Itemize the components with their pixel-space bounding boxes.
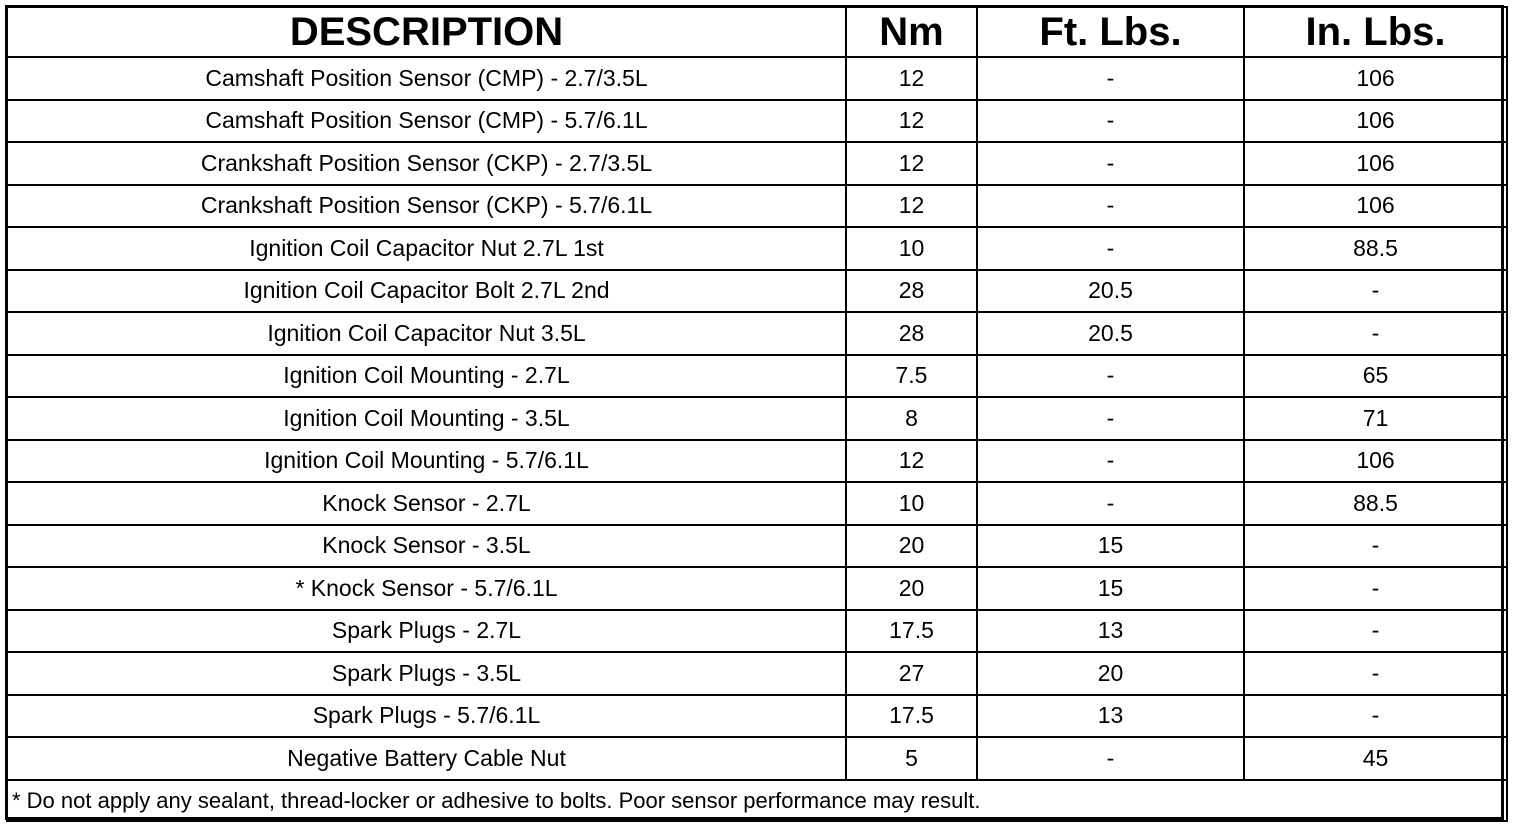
cell-in-lbs: - [1244,270,1507,313]
cell-ft-lbs: - [977,737,1244,780]
cell-in-lbs: 106 [1244,142,1507,185]
table-row [7,185,1507,228]
cell-in-lbs: - [1244,695,1507,738]
table-row [7,270,1507,313]
header-in-lbs: In. Lbs. [1244,7,1507,57]
cell-nm: 12 [846,440,977,483]
cell-description: Camshaft Position Sensor (CMP) - 5.7/6.1L [7,100,846,143]
cell-ft-lbs: 20.5 [977,312,1244,355]
table-row [7,57,1507,100]
table-footer [7,780,1507,821]
cell-in-lbs: 106 [1244,440,1507,483]
cell-in-lbs: 106 [1244,185,1507,228]
footnote: * Do not apply any sealant, thread-locker or adhesive to bolts. Poor sensor performance may result. [7,780,1507,821]
cell-ft-lbs: - [977,397,1244,440]
table-row [7,610,1507,653]
cell-description: Spark Plugs - 5.7/6.1L [7,695,846,738]
cell-description: Camshaft Position Sensor (CMP) - 2.7/3.5L [7,57,846,100]
table-row [7,397,1507,440]
cell-description: Spark Plugs - 3.5L [7,652,846,695]
table-row [7,227,1507,270]
cell-ft-lbs: - [977,142,1244,185]
cell-nm: 28 [846,312,977,355]
cell-nm: 17.5 [846,610,977,653]
cell-nm: 20 [846,567,977,610]
cell-description: Spark Plugs - 2.7L [7,610,846,653]
table-row [7,525,1507,568]
cell-ft-lbs: - [977,355,1244,398]
table-row [7,355,1507,398]
cell-nm: 12 [846,100,977,143]
table-row [7,100,1507,143]
cell-description: Knock Sensor - 3.5L [7,525,846,568]
table-row [7,440,1507,483]
footnote-row [7,780,1507,821]
cell-in-lbs: 88.5 [1244,227,1507,270]
table-row [7,312,1507,355]
cell-ft-lbs: 20.5 [977,270,1244,313]
cell-in-lbs: - [1244,312,1507,355]
torque-specification-table [6,6,1508,822]
cell-nm: 7.5 [846,355,977,398]
table-row [7,567,1507,610]
cell-description: Ignition Coil Capacitor Nut 2.7L 1st [7,227,846,270]
cell-ft-lbs: 13 [977,610,1244,653]
cell-nm: 28 [846,270,977,313]
cell-ft-lbs: - [977,57,1244,100]
cell-description: Ignition Coil Capacitor Nut 3.5L [7,312,846,355]
table-body [7,57,1507,780]
cell-ft-lbs: - [977,100,1244,143]
header-nm: Nm [846,7,977,57]
cell-nm: 20 [846,525,977,568]
cell-in-lbs: - [1244,567,1507,610]
table-row [7,142,1507,185]
cell-nm: 12 [846,142,977,185]
table-header [7,7,1507,57]
cell-in-lbs: - [1244,610,1507,653]
header-ft-lbs: Ft. Lbs. [977,7,1244,57]
cell-nm: 27 [846,652,977,695]
cell-nm: 10 [846,482,977,525]
table-row [7,695,1507,738]
cell-nm: 17.5 [846,695,977,738]
cell-ft-lbs: - [977,482,1244,525]
cell-in-lbs: 88.5 [1244,482,1507,525]
header-description: DESCRIPTION [7,7,846,57]
cell-ft-lbs: - [977,185,1244,228]
cell-in-lbs: - [1244,652,1507,695]
cell-in-lbs: 71 [1244,397,1507,440]
table-row [7,737,1507,780]
cell-nm: 5 [846,737,977,780]
cell-nm: 12 [846,57,977,100]
cell-in-lbs: 45 [1244,737,1507,780]
cell-description: Crankshaft Position Sensor (CKP) - 2.7/3.5L [7,142,846,185]
cell-description: Ignition Coil Capacitor Bolt 2.7L 2nd [7,270,846,313]
table-row [7,482,1507,525]
cell-in-lbs: - [1244,525,1507,568]
table-row [7,652,1507,695]
cell-description: * Knock Sensor - 5.7/6.1L [7,567,846,610]
cell-ft-lbs: 20 [977,652,1244,695]
header-row [7,7,1507,57]
cell-description: Ignition Coil Mounting - 5.7/6.1L [7,440,846,483]
cell-ft-lbs: 15 [977,567,1244,610]
cell-ft-lbs: - [977,440,1244,483]
cell-in-lbs: 65 [1244,355,1507,398]
cell-description: Knock Sensor - 2.7L [7,482,846,525]
cell-nm: 8 [846,397,977,440]
cell-description: Ignition Coil Mounting - 2.7L [7,355,846,398]
cell-description: Negative Battery Cable Nut [7,737,846,780]
cell-description: Crankshaft Position Sensor (CKP) - 5.7/6.1L [7,185,846,228]
cell-nm: 12 [846,185,977,228]
cell-ft-lbs: - [977,227,1244,270]
cell-in-lbs: 106 [1244,100,1507,143]
cell-ft-lbs: 15 [977,525,1244,568]
cell-ft-lbs: 13 [977,695,1244,738]
cell-in-lbs: 106 [1244,57,1507,100]
cell-description: Ignition Coil Mounting - 3.5L [7,397,846,440]
cell-nm: 10 [846,227,977,270]
